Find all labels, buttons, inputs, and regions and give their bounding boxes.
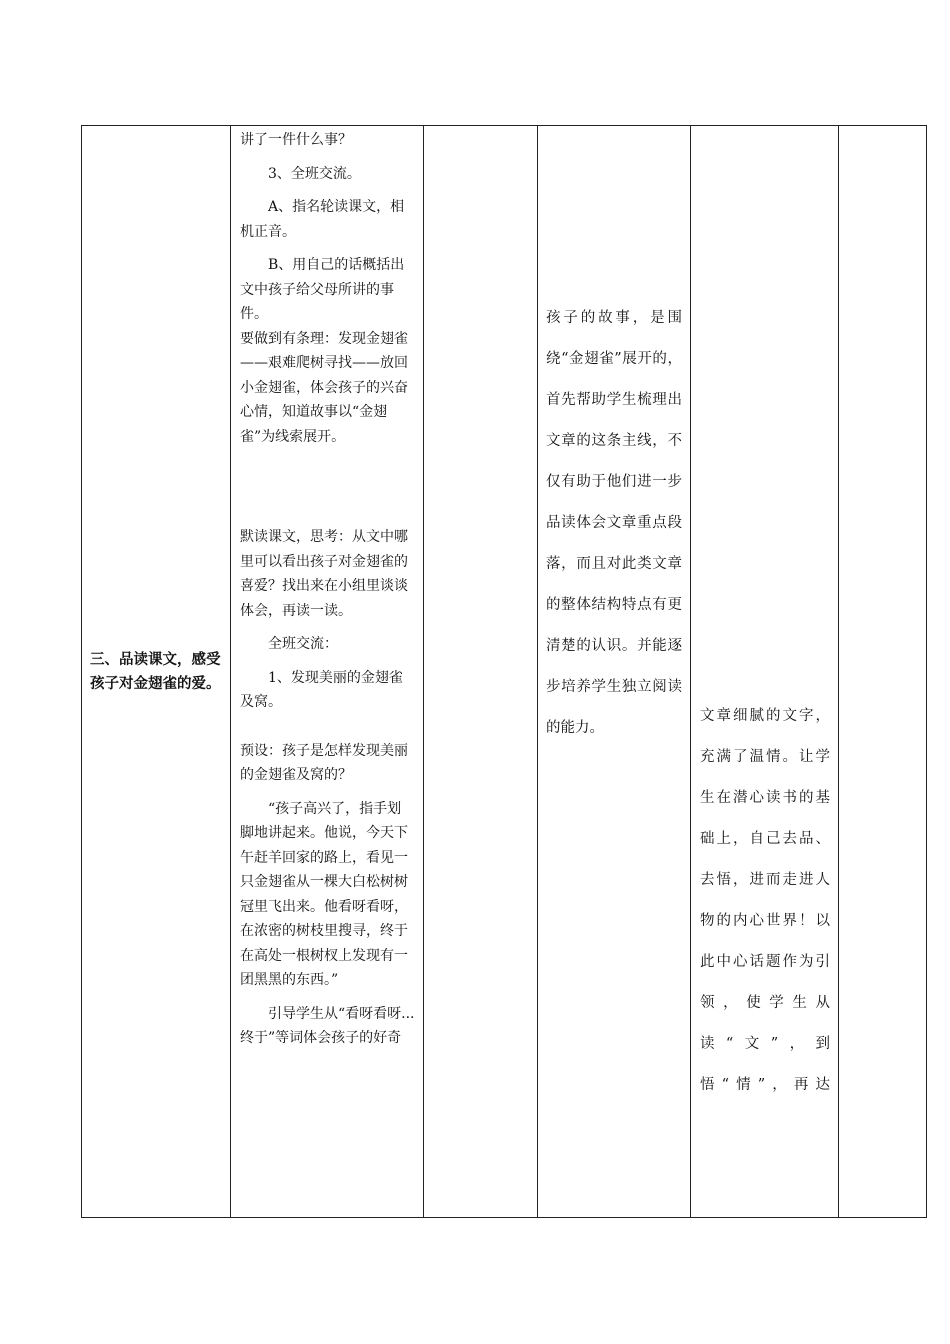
student-activity-cell	[424, 126, 538, 1218]
teacher-paragraph: 默读课文，思考：从文中哪里可以看出孩子对金翅雀的喜爱？找出来在小组里谈谈体会，再读一读。	[240, 529, 408, 619]
teacher-paragraph: “孩子高兴了，指手划脚地讲起来。他说，今天下午赶羊回家的路上，看见一只金翅雀从一棵大白松树树冠里飞出来。他看呀看呀，在浓密的树枝里搜寻，终于在高处一根树杈上发现有一团黑黑的东西。”	[240, 800, 408, 988]
stage-title: 三、品读课文，感受孩子对金翅雀的爱。	[90, 651, 221, 692]
design-intent-cell-2	[691, 126, 839, 1218]
teacher-paragraph: 讲了一件什么事？	[240, 132, 352, 148]
teacher-paragraph: 引导学生从“看呀看呀...终于”等词体会孩子的好奇	[240, 1005, 415, 1046]
teacher-paragraph: A、指名轮读课文，相机正音。	[240, 199, 405, 240]
teacher-paragraph: 全班交流：	[268, 636, 338, 652]
lesson-plan-table	[81, 125, 927, 1218]
notes-cell	[839, 126, 927, 1218]
teacher-paragraph: 预设：孩子是怎样发现美丽的金翅雀及窝的？	[240, 742, 408, 783]
table-row	[82, 126, 927, 1218]
design-intent-text-2: 文章细腻的文字，充满了温情。让学生在潜心读书的基础上，自己去品、去悟，进而走进人物的内心世界！以此中心话题作为引领，使学生从读“文”，到悟“情”，再达	[700, 708, 830, 1093]
teacher-paragraph: 要做到有条理：发现金翅雀——艰难爬树寻找——放回小金翅雀，体会孩子的兴奋心情，知道故事以“金翅雀”为线索展开。	[240, 330, 408, 445]
design-intent-text: 孩子的故事，是围绕“金翅雀”展开的，首先帮助学生梳理出文章的这条主线，不仅有助于他们进一步品读体会文章重点段落，而且对此类文章的整体结构特点有更清楚的认识。并能逐步培养学生独立阅读的能力。	[546, 310, 682, 736]
design-intent-cell	[538, 126, 691, 1218]
teacher-paragraph: 1、发现美丽的金翅雀及窝。	[240, 669, 403, 710]
teacher-activity-cell	[231, 126, 424, 1218]
stage-cell	[82, 126, 231, 1218]
teacher-paragraph: 3、全班交流。	[268, 165, 361, 182]
teacher-paragraph: B、用自己的话概括出文中孩子给父母所讲的事件。	[240, 257, 405, 322]
